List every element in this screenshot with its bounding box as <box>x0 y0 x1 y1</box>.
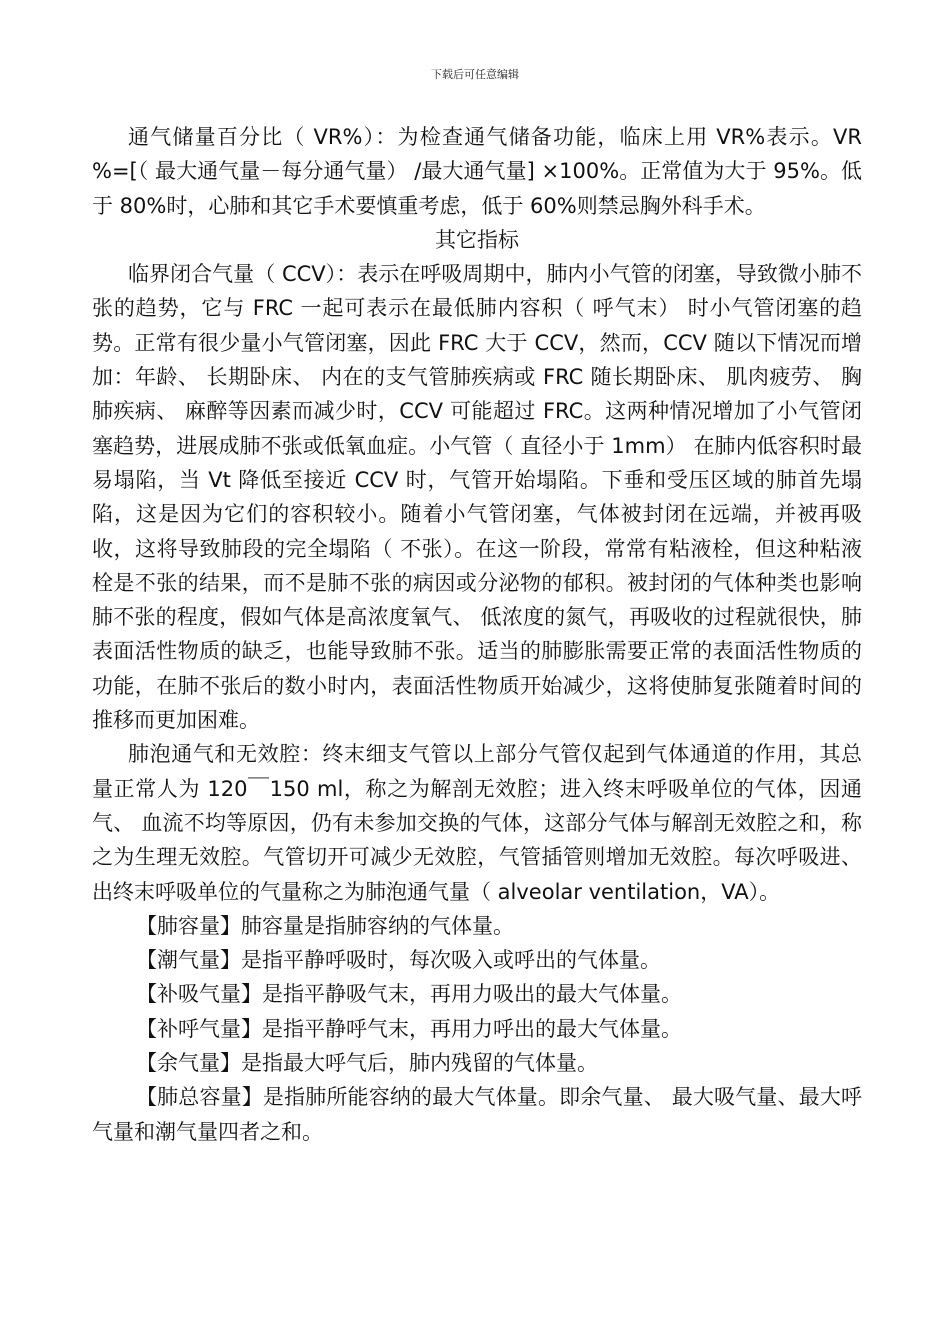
paragraph-vr-percent: 通气储量百分比（ VR%）：为检查通气储备功能，临床上用 VR%表示。VR %=[（ 最大通气量－每分通气量） /最大通气量] ×100%。正常值为大于 95%。低于 80%时，心肺和其它手术要慎重考虑，低于 60%则禁忌胸外科手术。 <box>92 125 862 218</box>
term-expiratory-reserve: 【补呼气量】是指平静呼气末，再用力呼出的最大气体量。 <box>136 1016 682 1041</box>
term-total-lung-capacity: 【肺总容量】是指肺所能容纳的最大气体量。即余气量、 最大吸气量、最大呼气量和潮气量四者之和。 <box>92 1085 862 1144</box>
term-lung-volume: 【肺容量】肺容量是指肺容纳的气体量。 <box>136 913 514 938</box>
paragraph-alveolar-ventilation: 肺泡通气和无效腔：终末细支气管以上部分气管仅起到气体通道的作用，其总量正常人为 120￣150 ml，称之为解剖无效腔；进入终末呼吸单位的气体，因通气、 血流不均等原因，仍有未参加交换的气体，这部分气体与解剖无效腔之和，称之为生理无效腔。气管切开可减少无效腔，气管插管则增加无效腔。每次呼吸进、 出终末呼吸单位的气量称之为肺泡通气量（ alveolar ventilation，VA）。 <box>92 742 862 904</box>
paragraph-ccv: 临界闭合气量（ CCV）：表示在呼吸周期中，肺内小气管的闭塞，导致微小肺不张的趋势，它与 FRC 一起可表示在最低肺内容积（ 呼气末） 时小气管闭塞的趋势。正常有很少量小气管闭塞，因此 FRC 大于 CCV，然而，CCV 随以下情况而增加：年龄、 长期卧床、 内在的支气管肺疾病或 FRC 随长期卧床、 肌肉疲劳、 胸肺疾病、 麻醉等因素而减少时，CCV 可能超过 FRC。这两种情况增加了小气管闭塞趋势，进展成肺不张或低氧血症。小气管（ 直径小于 1mm） 在肺内低容积时最易塌陷，当 Vt 降低至接近 CCV 时，气管开始塌陷。下垂和受压区域的肺首先塌陷，这是因为它们的容积较小。随着小气管闭塞，气体被封闭在远端，并被再吸收，这将导致肺段的完全塌陷（ 不张）。在这一阶段，常常有粘液栓，但这种粘液栓是不张的结果，而不是肺不张的病因或分泌物的郁积。被封闭的气体种类也影响肺不张的程度，假如气体是高浓度氧气、 低浓度的氮气，再吸收的过程就很快，肺表面活性物质的缺乏，也能导致肺不张。适当的肺膨胀需要正常的表面活性物质的功能，在肺不张后的数小时内，表面活性物质开始减少，这将使肺复张随着时间的推移而更加困难。 <box>92 262 862 733</box>
document-body <box>92 120 862 1149</box>
term-residual-volume: 【余气量】是指最大呼气后，肺内残留的气体量。 <box>136 1051 598 1076</box>
term-tidal-volume: 【潮气量】是指平静呼吸时，每次吸入或呼出的气体量。 <box>136 948 661 973</box>
section-title-other-indicators: 其它指标 <box>435 227 519 252</box>
page-header: 下载后可任意编辑 <box>431 68 519 81</box>
term-inspiratory-reserve: 【补吸气量】是指平静吸气末，再用力吸出的最大气体量。 <box>136 982 682 1007</box>
